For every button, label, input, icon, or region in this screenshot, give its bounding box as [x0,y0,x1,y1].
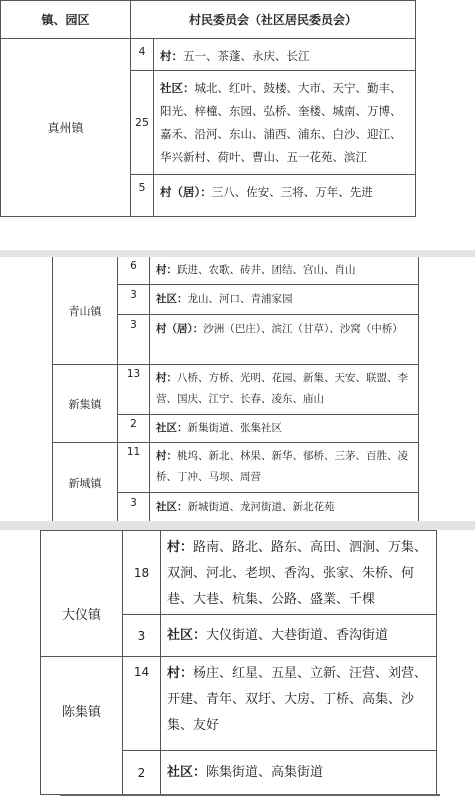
next-section-edge [60,794,440,796]
communities-cell [161,751,437,795]
town-name: 青山镇 [53,257,118,365]
row-text: 八桥、方桥、光明、花园、新集、天安、联盟、李营、国庆、江宁、长春、凌东、庙山 [156,372,408,405]
communities-cell [150,415,419,443]
row-text: 五一、茶蓬、永庆、长江 [183,49,310,63]
count-cell: 25 [131,71,154,175]
count-cell: 11 [118,443,150,493]
count-cell: 3 [118,493,150,522]
villages-cell [150,257,419,285]
town-name: 新城镇 [53,443,118,522]
row-label: 村： [160,49,183,63]
count-cell: 3 [118,315,150,365]
villages-cell [150,443,419,493]
villages-cell [161,657,437,751]
row-label: 村： [167,540,194,555]
villages-cell [154,39,416,71]
row-label: 社区： [167,627,207,643]
header-committee: 村民委员会（社区居民委员会） [131,1,416,39]
village-residents-cell [154,175,416,217]
count-cell: 5 [131,175,154,217]
row-text: 三八、佐安、三将、万年、先进 [211,185,373,199]
table-section-1 [0,0,475,250]
row-label: 村： [167,666,194,681]
village-table-part-3 [40,530,437,795]
village-table-part-2 [52,257,419,521]
count-cell: 2 [118,415,150,443]
row-label: 社区： [156,422,188,434]
row-label: 村（居）： [160,185,212,199]
row-text: 大仪街道、大巷街道、香沟街道 [206,627,389,643]
row-text: 新集街道、张集社区 [187,422,282,434]
table-section-2 [0,257,475,521]
row-text: 陈集街道、高集街道 [206,764,324,780]
page-gap [0,521,475,530]
communities-cell [150,493,419,522]
count-cell: 14 [123,657,161,751]
row-text: 新城街道、龙河街道、新北花苑 [187,501,335,513]
town-name: 大仪镇 [41,531,123,657]
communities-cell [150,285,419,315]
town-name: 新集镇 [53,365,118,443]
count-cell: 13 [118,365,150,415]
row-label: 社区： [156,293,188,305]
villages-cell [150,365,419,415]
village-residents-cell [150,315,419,365]
town-name: 真州镇 [1,39,131,217]
communities-cell [154,71,416,175]
row-label: 村（居）： [156,323,204,335]
row-label: 村： [156,372,177,384]
table-section-3 [0,530,475,800]
villages-cell [161,531,437,615]
count-cell: 4 [131,39,154,71]
count-cell: 18 [123,531,161,615]
row-text: 路南、路北、路东、高田、泗涧、万集、双涧、河北、老坝、香沟、张家、朱桥、何巷、大巷、杭集、公路、盛業、千棵 [167,540,428,607]
row-label: 社区： [160,81,195,95]
row-label: 社区： [156,501,188,513]
row-label: 村： [156,264,177,276]
count-cell: 3 [118,285,150,315]
row-text: 城北、红叶、鼓楼、大市、天宁、勤丰、阳光、梓橦、东园、弘桥、奎楼、城南、万博、嘉禾、沿河、东山、浦西、浦东、白沙、迎江、华兴新村、荷叶、曹山、五一花苑、滨江 [160,81,402,164]
row-text: 沙洲（巴庄）、滨江（甘草）、沙窝（中桥） [203,323,403,335]
page-gap [0,250,475,257]
row-label: 社区： [167,764,207,780]
row-text: 杨庄、红星、五星、立新、汪营、刘营、开建、青年、双圩、大房、丁桥、高集、沙集、友好 [167,666,428,733]
header-town: 镇、园区 [1,1,131,39]
row-text: 跃进、农歌、砖井、团结、宫山、肖山 [177,264,356,276]
row-text: 桃坞、新北、林果、新华、郁桥、三茅、百胜、凌桥、丁冲、马坝、周营 [156,450,408,483]
count-cell: 3 [123,615,161,657]
row-text: 龙山、河口、青浦家园 [187,293,293,305]
communities-cell [161,615,437,657]
count-cell: 6 [118,257,150,285]
village-table-part-1 [0,0,416,217]
row-label: 村： [156,450,177,462]
count-cell: 2 [123,751,161,795]
town-name: 陈集镇 [41,657,123,795]
